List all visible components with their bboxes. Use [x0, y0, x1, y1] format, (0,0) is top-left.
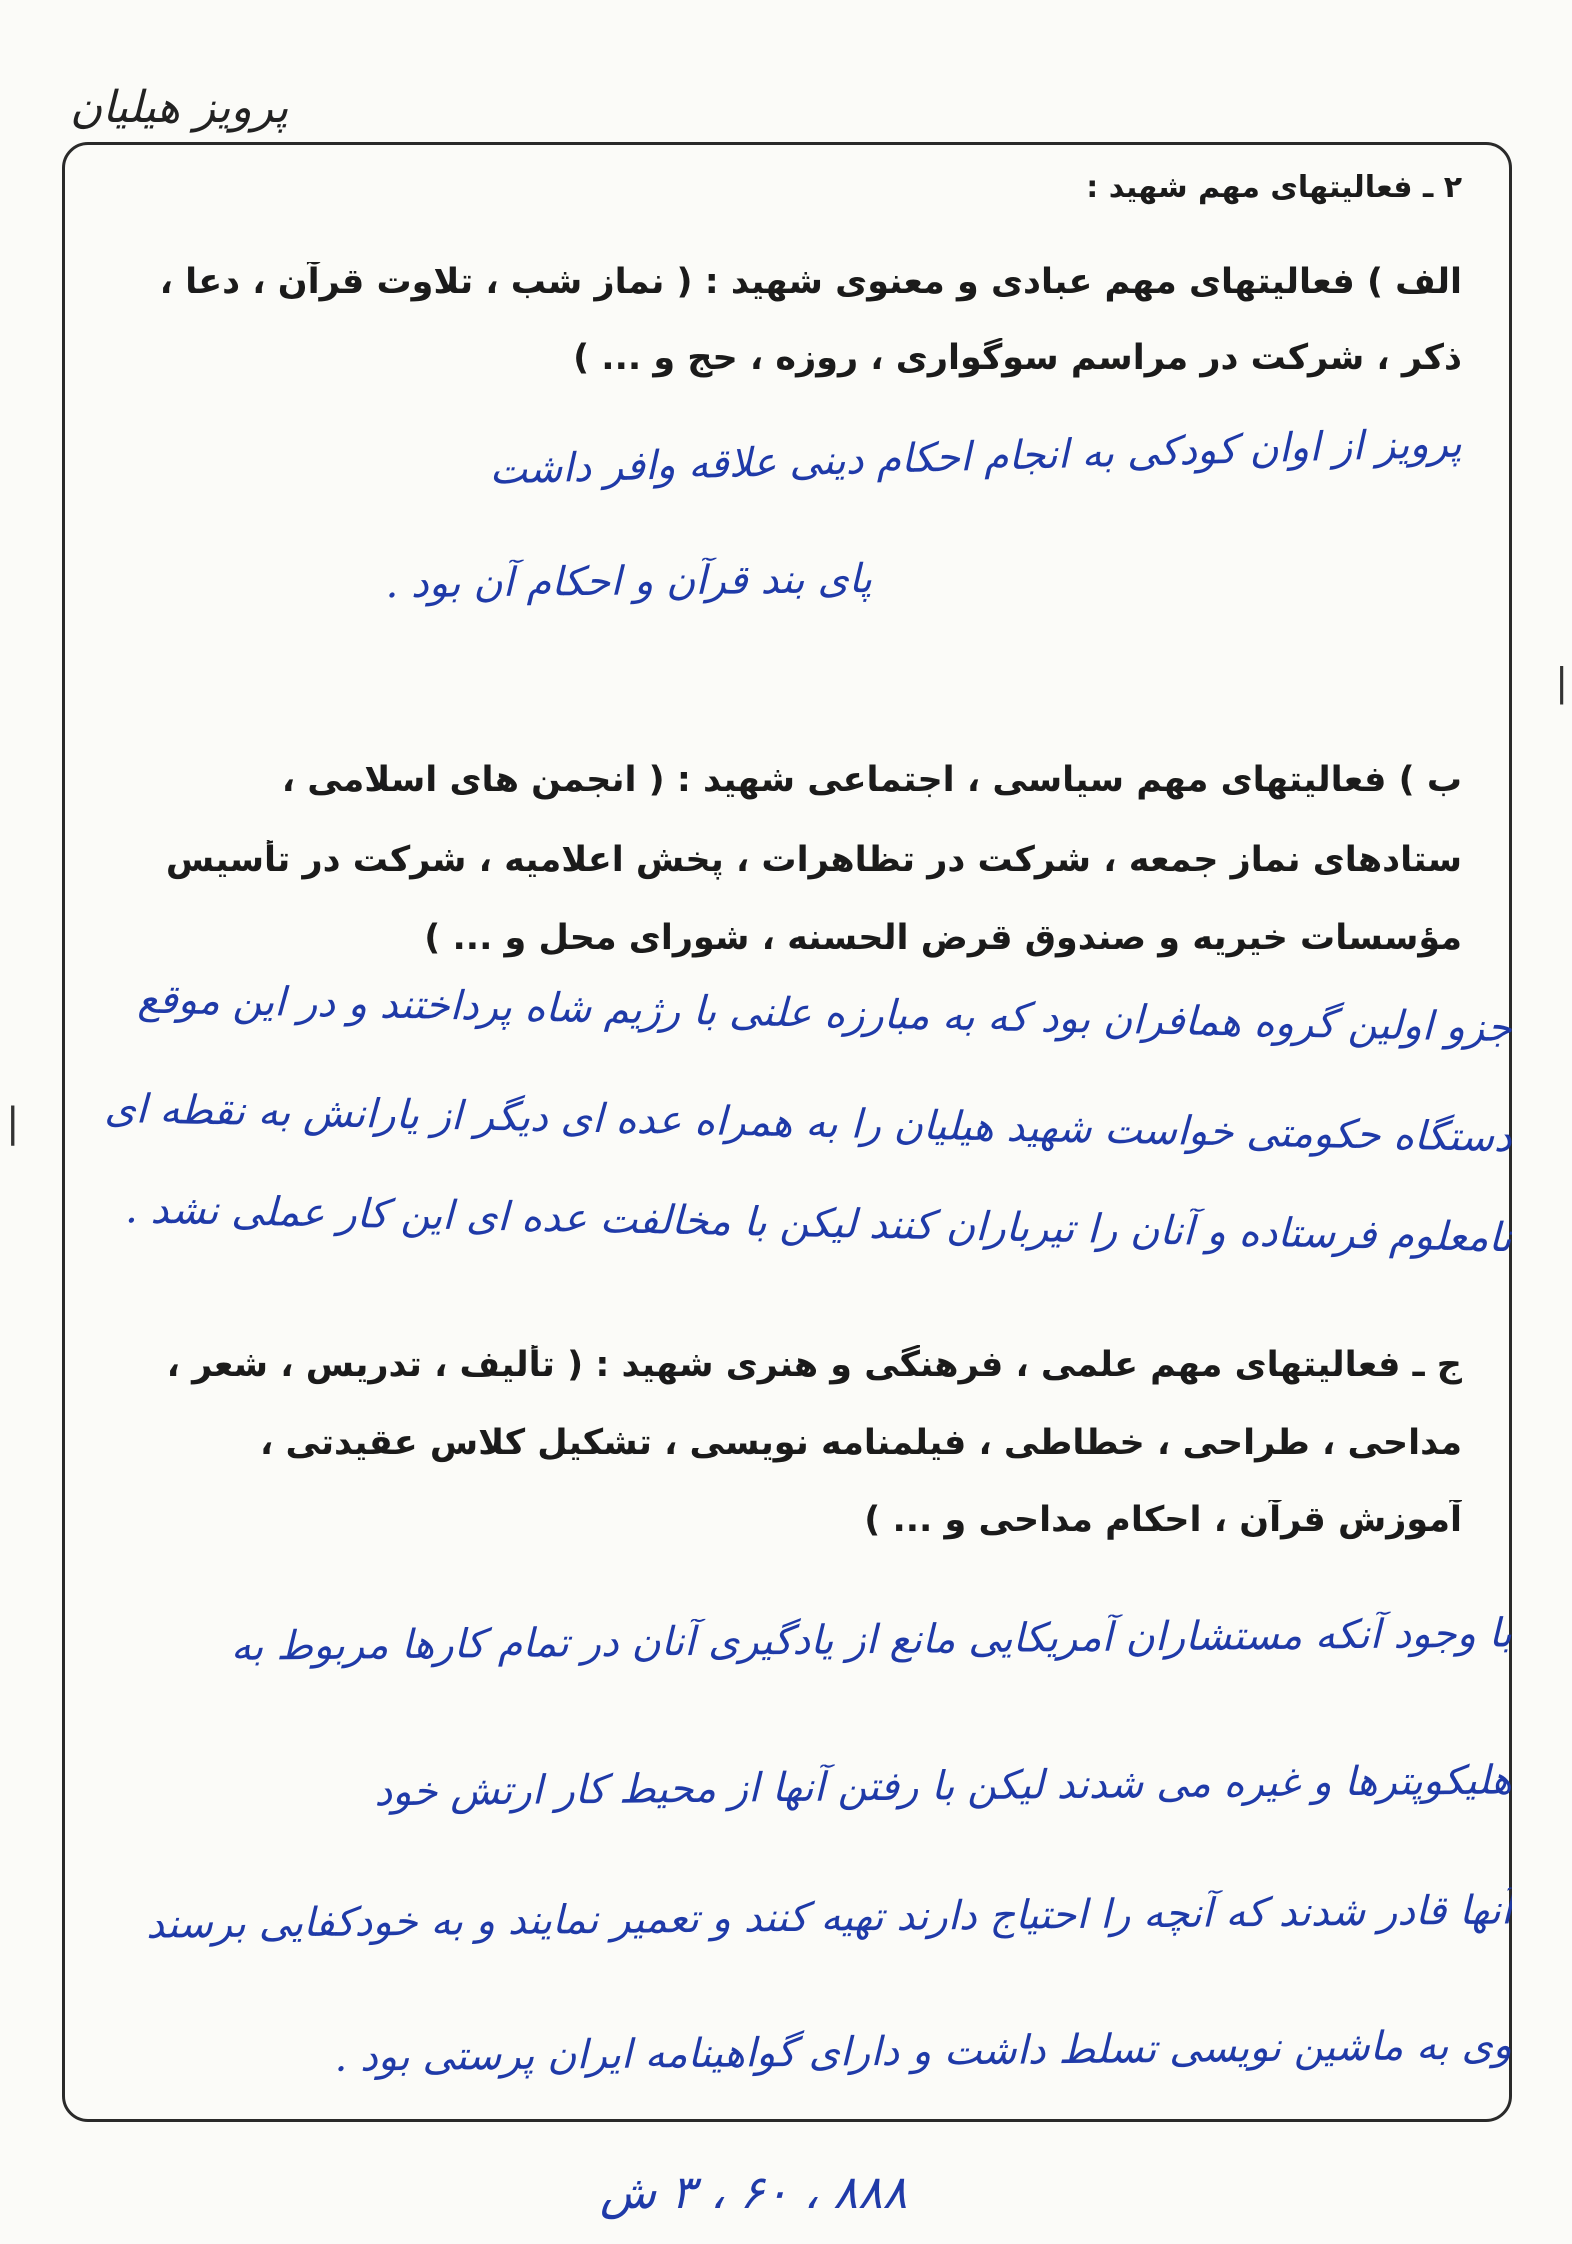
- part-a-line-2: ذکر ، شرکت در مراسم سوگواری ، روزه ، حج و ... ): [573, 338, 1462, 378]
- part-c-handwritten-3: آنها قادر شدند که آنچه را احتیاج دارند تهیه کنند و تعمیر نمایند و به خودکفایی برسند: [145, 1887, 1513, 1948]
- part-b-line-1: ب ) فعالیتهای مهم سیاسی ، اجتماعی شهید : ( انجمن های اسلامی ،: [281, 760, 1462, 800]
- part-a-handwritten-2: پای بند قرآن و احکام آن بود .: [385, 556, 873, 608]
- part-c-line-3: آموزش قرآن ، احکام مداحی و ... ): [864, 1500, 1462, 1540]
- part-b-handwritten-1: جزو اولین گروه همافران بود که به مبارزه علنی با رژیم شاه پرداختند و در این موقع: [137, 976, 1513, 1052]
- margin-tick-left: |: [6, 1100, 20, 1146]
- part-c-handwritten-1: با وجود آنکه مستشاران آمریکایی مانع از یادگیری آنان در تمام کارها مربوط به: [230, 1610, 1513, 1670]
- part-b-line-3: مؤسسات خیریه و صندوق قرض الحسنه ، شورای محل و ... ): [424, 918, 1462, 958]
- part-c-line-2: مداحی ، طراحی ، خطاطی ، فیلمنامه نویسی ، تشکیل کلاس عقیدتی ،: [260, 1423, 1462, 1463]
- part-c-handwritten-4: وی به ماشین نویسی تسلط داشت و دارای گواهینامه ایران پرستی بود .: [334, 2022, 1513, 2081]
- part-c-handwritten-2: هلیکوپترها و غیره می شدند لیکن با رفتن آنها از محیط کار ارتش خود: [374, 1757, 1513, 1816]
- author-name: پرویز هیلیان: [70, 82, 289, 133]
- part-b-handwritten-2: دستگاه حکومتی خواست شهید هیلیان را به همراه عده ای دیگر از یارانش به نقطه ای: [103, 1085, 1513, 1162]
- part-b-line-2: ستادهای نماز جمعه ، شرکت در تظاهرات ، پخش اعلامیه ، شرکت در تأسیس: [165, 840, 1462, 880]
- part-a-line-1: الف ) فعالیتهای مهم عبادی و معنوی شهید : ( نماز شب ، تلاوت قرآن ، دعا ،: [159, 262, 1462, 302]
- part-a-handwritten-1: پرویز از اوان کودکی به انجام احکام دینی علاقه وافر داشت: [488, 420, 1463, 494]
- footer-reference-number: ۸۸۸ ، ۶۰ ، ۳ ش: [600, 2165, 908, 2219]
- section-heading: ۲ ـ فعالیتهای مهم شهید :: [1086, 170, 1462, 205]
- part-c-line-1: ج ـ فعالیتهای مهم علمی ، فرهنگی و هنری شهید : ( تألیف ، تدریس ، شعر ،: [166, 1345, 1462, 1385]
- margin-tick-right: |: [1555, 660, 1568, 704]
- part-b-handwritten-3: نامعلوم فرستاده و آنان را تیرباران کنند لیکن با مخالفت عده ای این کار عملی نشد .: [124, 1186, 1513, 1262]
